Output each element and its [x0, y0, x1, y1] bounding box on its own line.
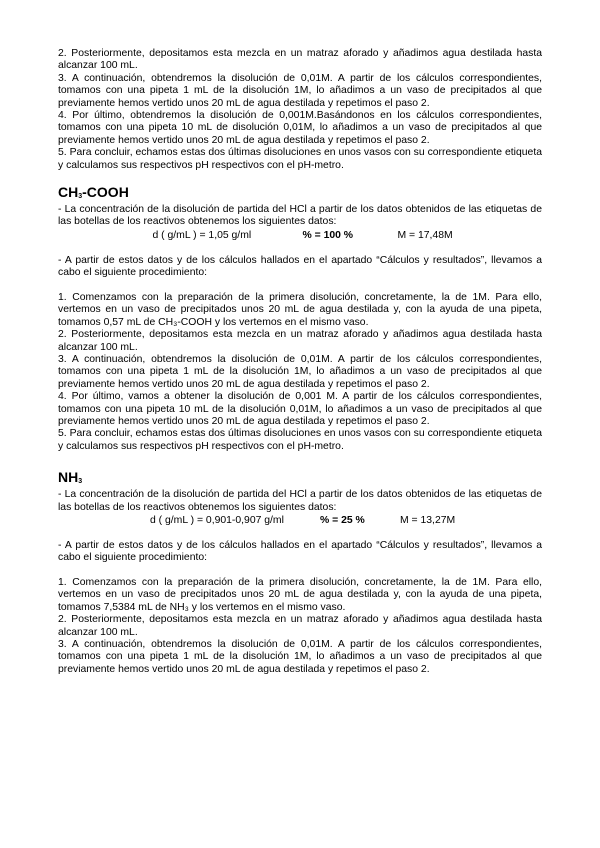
molarity-value: M = 13,27M — [400, 514, 456, 526]
step-3: 3. A continuación, obtendremos la disolución de 0,01M. A partir de los cálculos correspondientes, tomamos con una pipeta 1 mL de la disolución 1M, lo añadimos a un vaso de precipitados al que previamente hemos vertido unos 20 mL de agua destilada y repetimos el paso 2. — [58, 353, 542, 390]
step-5: 5. Para concluir, echamos estas dos últimas disoluciones en unos vasos con su correspondiente etiqueta y calculamos sus respectivos pH respectivos con el pH-metro. — [58, 428, 542, 452]
title-rest: -COOH — [82, 184, 129, 201]
concentration-intro: - La concentración de la disolución de partida del HCl a partir de los datos obtenidos de las etiquetas de las botellas de los reactivos obtenemos los siguientes datos: — [58, 204, 542, 228]
step-2: 2. Posteriormente, depositamos esta mezcla en un matraz aforado y añadimos agua destilada hasta alcanzar 100 mL. — [58, 614, 542, 638]
step-4: 4. Por último, vamos a obtener la disolución de 0,001 M. A partir de los cálculos correspondientes, tomamos con una pipeta 10 mL de la disolución 0,01M, lo añadimos a un vaso de precipitados al que previamente hemos vertido unos 20 mL de agua destilada y repetimos el paso 2. — [58, 391, 542, 427]
section-title-acetic — [58, 185, 542, 203]
step-5: 5. Para concluir, echamos estas dos últimas disoluciones en unos vasos con su correspondiente etiqueta y calculamos sus respectivos pH respectivos con el pH-metro. — [58, 147, 542, 171]
title-main: NH — [58, 469, 79, 486]
document-page — [58, 48, 542, 676]
step-3: 3. A continuación, obtendremos la disolución de 0,01M. A partir de los cálculos correspondientes, tomamos con una pipeta 1 mL de la disolución 1M, lo añadimos a un vaso de precipitados al que previamente hemos vertido unos 20 mL de agua destilada y repetimos el paso 2. — [58, 72, 542, 109]
step-3: 3. A continuación, obtendremos la disolución de 0,01M. A partir de los cálculos correspondientes, tomamos con una pipeta 1 mL de la disolución 1M, lo añadimos a un vaso de precipitados al que previamente hemos vertido unos 20 mL de agua destilada y repetimos el paso 2. — [58, 639, 542, 675]
reagent-data-line — [58, 515, 542, 527]
title-subscript: 3 — [78, 193, 83, 201]
density-value: d ( g/mL ) = 1,05 g/ml — [152, 229, 252, 241]
step-1: 1. Comenzamos con la preparación de la primera disolución, concretamente, la de 1M. Para ello, vertemos en un vaso de precipitados unos 20 mL de agua destilada y, con la ayuda de una pipeta, tomamos 7,5384 mL de NH₃ y los vertemos en el mismo vaso. — [58, 576, 542, 613]
density-value: d ( g/mL ) = 0,901-0,907 g/ml — [150, 514, 284, 526]
molarity-value: M = 17,48M — [397, 229, 453, 241]
procedure-intro: - A partir de estos datos y de los cálculos hallados en el apartado “Cálculos y resultados”, llevamos a cabo el siguiente procedimiento: — [58, 254, 542, 279]
title-main: CH — [58, 184, 79, 201]
step-2: 2. Posteriormente, depositamos esta mezcla en un matraz aforado y añadimos agua destilada hasta alcanzar 100 mL. — [58, 329, 542, 353]
step-1: 1. Comenzamos con la preparación de la primera disolución, concretamente, la de 1M. Para ello, vertemos en un vaso de precipitados unos 20 mL de agua destilada y, con la ayuda de una pipeta, tomamos 0,57 mL de CH₃-COOH y los vertemos en el mismo vaso. — [58, 291, 542, 328]
step-2: 2. Posteriormente, depositamos esta mezcla en un matraz aforado y añadimos agua destilada hasta alcanzar 100 mL. — [58, 48, 542, 72]
procedure-intro: - A partir de estos datos y de los cálculos hallados en el apartado “Cálculos y resultados”, llevamos a cabo el siguiente procedimiento: — [58, 539, 542, 564]
concentration-intro: - La concentración de la disolución de partida del HCl a partir de los datos obtenidos de las etiquetas de las botellas de los reactivos obtenemos los siguientes datos: — [58, 489, 542, 513]
step-4: 4. Por último, obtendremos la disolución de 0,001M.Basándonos en los cálculos correspondientes, tomamos con una pipeta 10 mL de disolución 0,01M, lo añadimos a un vaso de precipitados al que previamente hemos vertido unos 20 mL de agua destilada y repetimos el paso 2. — [58, 110, 542, 146]
title-subscript: 3 — [78, 478, 83, 486]
percent-value: % = 100 % — [302, 229, 354, 241]
percent-value: % = 25 % — [320, 514, 365, 526]
section-title-ammonia — [58, 470, 542, 488]
reagent-data-line — [58, 230, 542, 242]
